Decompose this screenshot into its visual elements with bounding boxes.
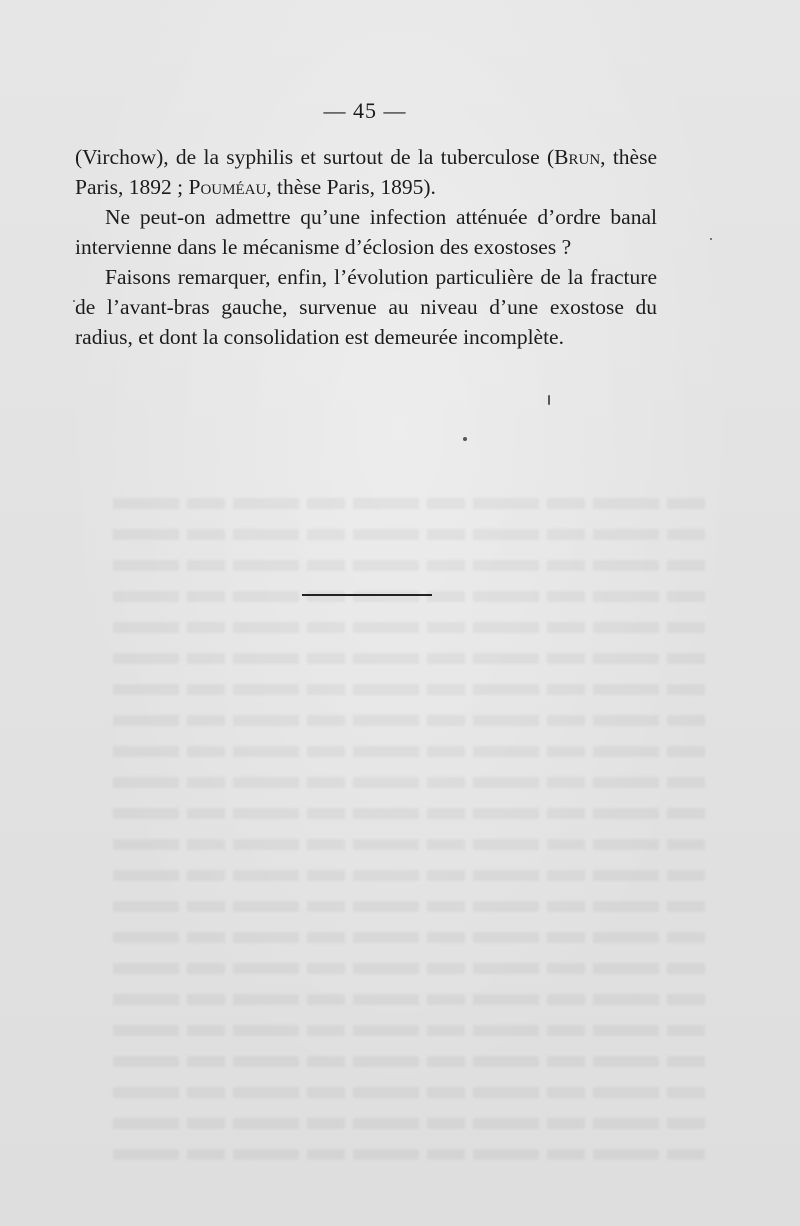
paper-speck: [548, 395, 550, 405]
p1-line2-start: thèse Paris, 1892 ;: [75, 145, 658, 199]
body-text: [75, 142, 657, 352]
p1-line1-end: ,: [600, 145, 606, 169]
p1-line2-end: , thèse Paris, 1895).: [266, 175, 436, 199]
bleed-through-text: [105, 488, 705, 1168]
paragraph-2: Ne peut-on admettre qu’une infection atténuée d’ordre banal intervienne dans le mécanisme d’éclosion des exostoses ?: [75, 205, 657, 259]
p1-line1-start: (Virchow), de la syphilis et surtout de la tuberculose (: [75, 145, 555, 169]
paragraph-1: [75, 142, 657, 202]
section-divider: [302, 594, 432, 596]
paragraph-3: Faisons remarquer, enfin, l’évolution particulière de la fracture de l’avant-bras gauche, survenue au niveau d’une exostose du radius, et dont la consolidation est demeurée incomplète.: [75, 265, 657, 349]
author-poumeau: Pouméau: [188, 175, 267, 199]
author-brun: Brun: [554, 145, 601, 169]
paper-speck: [710, 238, 712, 240]
page-number: — 45 —: [323, 98, 407, 123]
paper-speck: [73, 300, 75, 302]
paper-speck: [463, 437, 467, 441]
